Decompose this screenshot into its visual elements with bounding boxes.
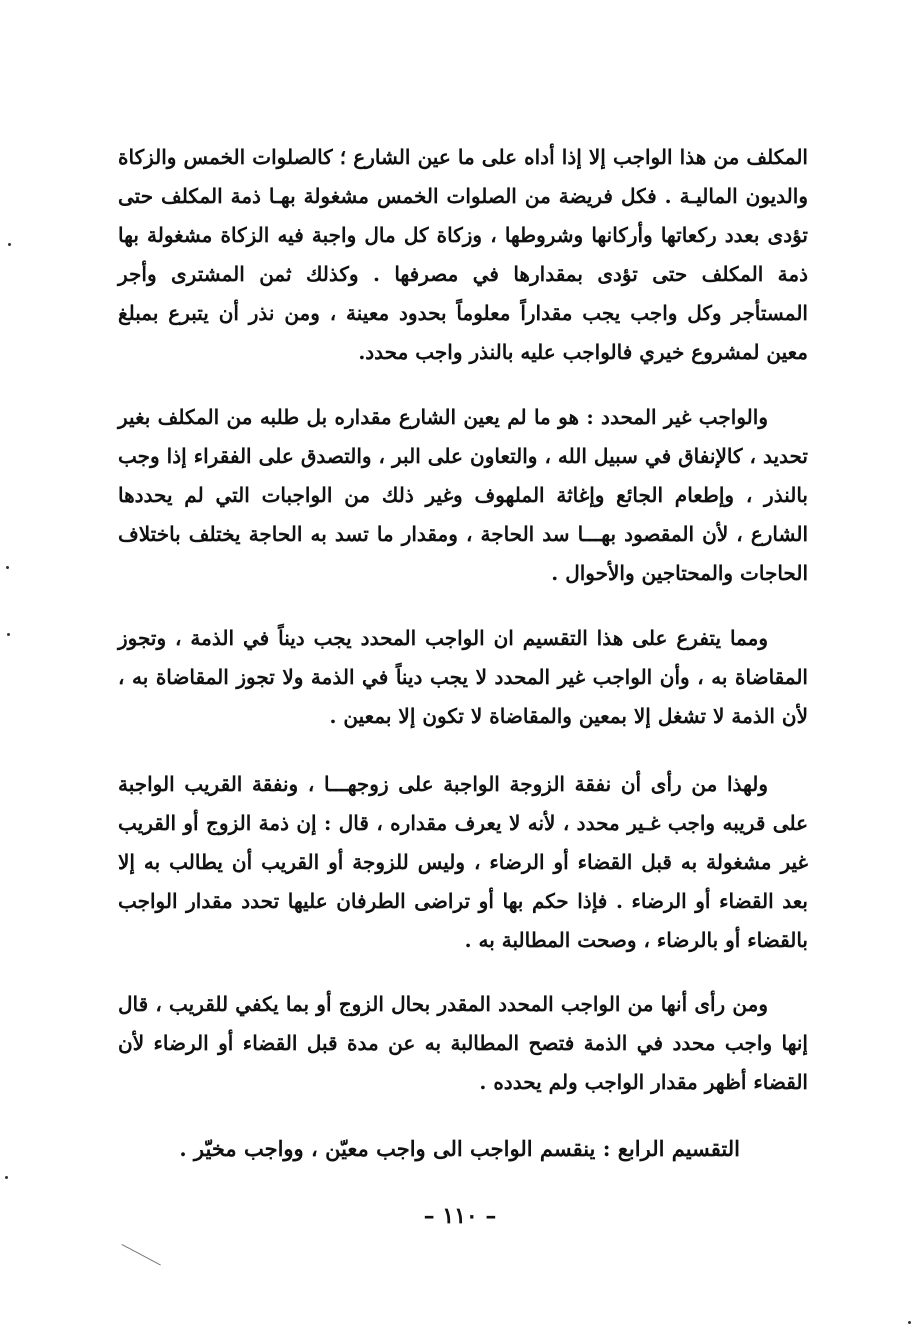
scan-speck <box>8 243 11 246</box>
scan-mark <box>122 1244 161 1266</box>
paragraph-5: ومن رأى أنها من الواجب المحدد المقدر بحال الزوج أو بما يكفي للقريب ، قال إنها واجب محدد في الذمة فتصح المطالبة به عن مدة قبل القضاء أو الرضاء لأن القضاء أظهر مقدار الواجب ولم يحدده . <box>118 992 808 1094</box>
scan-speck <box>5 1176 8 1179</box>
scan-speck <box>7 633 10 636</box>
paragraph-3: ومما يتفرع على هذا التقسيم ان الواجب المحدد يجب ديناً في الذمة ، وتجوز المقاضاة به ، وأن الواجب غير المحدد لا يجب ديناً في الذمة ولا تجوز المقاضاة به ، لأن الذمة لا تشغل إلا بمعين والمقاضاة لا تكون إلا بمعين . <box>118 626 808 728</box>
page-number: – ١١٠ – <box>423 1203 497 1229</box>
paragraph-2: والواجب غير المحدد : هو ما لم يعين الشارع مقداره بل طلبه من المكلف بغير تحديد ، كالإنفاق في سبيل الله ، والتعاون على البر ، والتصدق على الفقراء إذا وجب بالنذر ، وإطعام الجائع وإغاثة الملهوف وغير ذلك من الواجبات التي لم يحددها الشارع ، لأن المقصود بهـــا سد الحاجة ، ومقدار ما تسد به الحاجة يختلف باختلاف الحاجات والمحتاجين والأحوال . <box>118 405 809 585</box>
scan-speck <box>908 1321 911 1324</box>
paragraph-4: ولهذا من رأى أن نفقة الزوجة الواجبة على زوجهـــا ، ونفقة القريب الواجبة على قريبه واجب غـير محدد ، لأنه لا يعرف مقداره ، قال : إن ذمة الزوج أو القريب غير مشغولة به قبل القضاء أو الرضاء ، وليس للزوجة أو القريب أن يطالب به إلا بعد القضاء أو الرضاء . فإذا حكم بها أو تراضى الطرفان عليها تحدد مقدار الواجب بالقضاء أو بالرضاء ، وصحت المطالبة به . <box>118 772 808 952</box>
section-heading: التقسيم الرابع : ينقسم الواجب الى واجب معيّن ، وواجب مخيّر . <box>179 1136 740 1161</box>
paragraph-1: المكلف من هذا الواجب إلا إذا أداه على ما عين الشارع ؛ كالصلوات الخمس والزكاة والديون الماليـة . فكل فريضة من الصلوات الخمس مشغولة بهـا ذمة المكلف حتى تؤدى بعدد ركعاتها وأركانها وشروطها ، وزكاة كل مال واجبة فيه الزكاة مشغولة بها ذمة المكلف حتى تؤدى بمقدارها في مصرفها . وكذلك ثمن المشترى وأجر المستأجر وكل واجب يجب مقداراً معلوماً بحدود معينة ، ومن نذر أن يتبرع بمبلغ معين لمشروع خيري فالواجب عليه بالنذر واجب محدد. <box>118 145 808 364</box>
scan-speck <box>6 566 9 569</box>
